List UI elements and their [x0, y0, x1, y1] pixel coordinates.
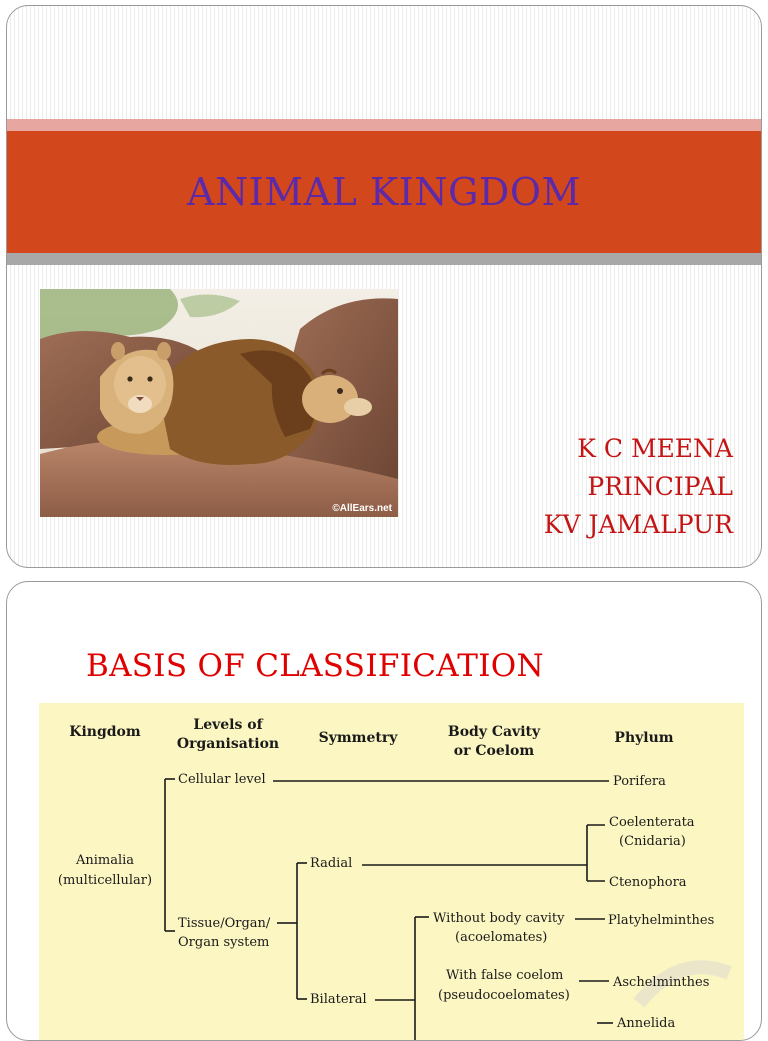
- photo-watermark: ©AllEars.net: [332, 503, 392, 514]
- header-kingdom: Kingdom: [69, 724, 141, 740]
- node-animalia-1: Animalia: [75, 853, 135, 868]
- classification-chart: [39, 703, 744, 1041]
- node-animalia-2: (multicellular): [57, 873, 153, 888]
- accent-strip: [7, 119, 761, 131]
- phylum-coelenterata-1: Coelenterata: [609, 815, 695, 830]
- classification-slide: [6, 581, 762, 1041]
- author-role: PRINCIPAL: [587, 472, 733, 501]
- node-false-coelom-2: (pseudocoelomates): [438, 988, 570, 1003]
- node-bilateral: Bilateral: [310, 992, 367, 1007]
- header-symmetry: Symmetry: [318, 730, 398, 746]
- phylum-aschelminthes: Aschelminthes: [613, 975, 710, 990]
- title-band: [7, 131, 761, 253]
- node-without-cavity-1: Without body cavity: [433, 911, 565, 926]
- slide-title: ANIMAL KINGDOM: [187, 170, 581, 214]
- header-cavity-2: or Coelom: [453, 743, 535, 759]
- phylum-annelida: Annelida: [617, 1016, 676, 1031]
- lions-photo: [40, 289, 398, 517]
- node-tissue-1: Tissue/Organ/: [178, 916, 271, 931]
- phylum-ctenophora: Ctenophora: [609, 875, 687, 890]
- author-block: [544, 430, 733, 544]
- header-cavity-1: Body Cavity: [447, 724, 541, 740]
- author-school: KV JAMALPUR: [543, 510, 733, 539]
- author-name: K C MEENA: [577, 434, 733, 463]
- phylum-platyhelminthes: Platyhelminthes: [608, 913, 715, 928]
- title-slide: [6, 5, 762, 568]
- lions-illustration: [40, 289, 398, 517]
- node-cellular: Cellular level: [178, 772, 266, 787]
- slide-heading: BASIS OF CLASSIFICATION: [86, 648, 544, 684]
- node-tissue-2: Organ system: [178, 935, 270, 950]
- header-levels-1: Levels of: [193, 717, 263, 733]
- node-false-coelom-1: With false coelom: [446, 968, 564, 983]
- node-without-cavity-2: (acoelomates): [455, 930, 548, 945]
- phylum-porifera: Porifera: [613, 774, 666, 789]
- divider-strip: [7, 253, 761, 265]
- classification-tree: [39, 703, 744, 1041]
- phylum-coelenterata-2: (Cnidaria): [619, 834, 686, 849]
- header-phylum: Phylum: [614, 730, 674, 746]
- node-radial: Radial: [310, 856, 353, 871]
- header-levels-2: Organisation: [176, 736, 280, 752]
